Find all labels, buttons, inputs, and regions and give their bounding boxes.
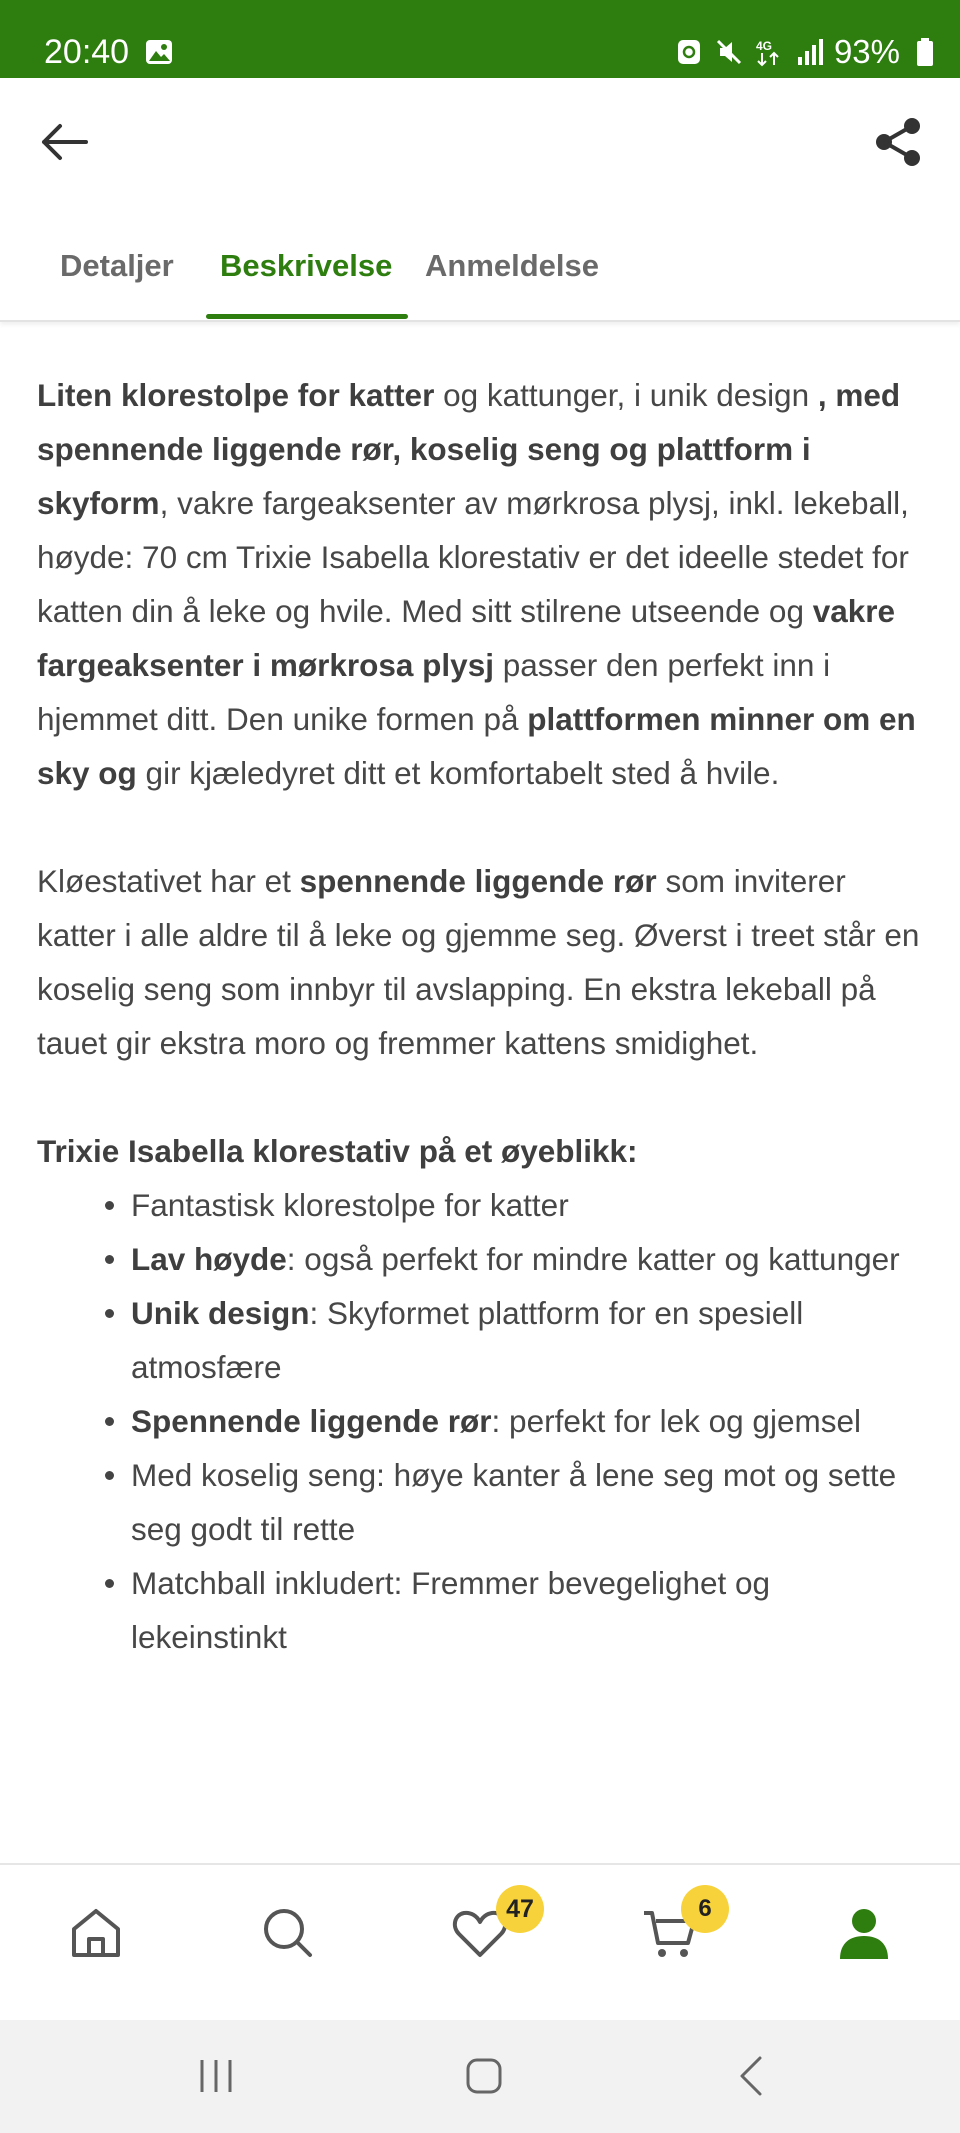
image-notification-icon [144,38,174,66]
description-paragraph-2 [37,854,927,1070]
list-item [131,1286,927,1394]
text-segment: passer den perfekt inn i hjemmet ditt. Den unike formen på [37,647,831,737]
home-icon[interactable] [66,1903,126,1963]
tab-details[interactable]: Detaljer [60,248,174,283]
text-segment: Kløestativet har et [37,863,300,899]
status-time: 20:40 [44,33,130,71]
description-paragraph-1 [37,368,927,800]
network-4g-icon [754,37,784,67]
text-segment: som inviterer katter i alle aldre til å leke og gjemme seg. Øverst i treet står en koselig seng som innbyr til avslapping. En ekstra lekeball på tauet gir ekstra moro og fremmer kattens smidighet. [37,863,920,1061]
list-item [131,1448,927,1556]
product-description [37,368,927,1664]
text-segment: Unik design [131,1295,310,1331]
text-segment: : også perfekt for mindre katter og kattunger [286,1241,900,1277]
text-segment: Fantastisk klorestolpe for katter [131,1187,569,1223]
search-icon[interactable] [258,1903,318,1963]
text-segment: og kattunger, i unik design [434,377,818,413]
text-segment: Matchball inkludert: Fremmer bevegelighet og lekeinstinkt [131,1565,771,1655]
profile-icon[interactable] [834,1903,894,1963]
tab-description[interactable]: Beskrivelse [220,248,393,283]
bottom-navigation [0,1863,960,2020]
recents-icon[interactable] [192,2052,240,2100]
cart-count-badge: 6 [681,1885,729,1933]
text-segment: vakre fargeaksenter i mørkrosa plysj [37,593,896,683]
text-segment: Liten klorestolpe for katter [37,377,435,413]
system-back-icon[interactable] [728,2052,776,2100]
list-item [131,1556,927,1664]
text-segment: : perfekt for lek og gjemsel [491,1403,861,1439]
tab-reviews[interactable]: Anmeldelse [425,248,600,283]
recycle-icon [674,37,704,67]
mute-icon [714,37,744,67]
text-segment: Lav høyde [131,1241,287,1277]
status-bar [0,0,960,78]
tab-bar [0,208,960,322]
list-item [131,1178,927,1232]
features-list [37,1178,927,1664]
system-home-icon[interactable] [460,2052,508,2100]
active-tab-indicator [206,314,408,319]
text-segment: spennende liggende rør [299,863,657,899]
system-navigation-bar [0,2020,960,2133]
features-heading: Trixie Isabella klorestativ på et øyeblikk: [37,1133,638,1169]
text-segment: , vakre fargeaksenter av mørkrosa plysj, inkl. lekeball, høyde: 70 cm Trixie Isabella klorestativ er det ideelle stedet for katten din å leke og hvile. Med sitt stilrene utseende og [37,485,909,629]
text-segment: Spennende liggende rør [131,1403,492,1439]
text-segment: : Skyformet plattform for en spesiell atmosfære [131,1295,804,1385]
status-icons [674,32,940,72]
top-bar [0,78,960,208]
battery-percent: 93% [833,33,900,70]
text-segment: Med koselig seng: høye kanter å lene seg mot og sette seg godt til rette [131,1457,897,1547]
text-segment: gir kjæledyret ditt et komfortabelt sted å hvile. [136,755,780,791]
text-segment: plattformen minner om en sky og [37,701,916,791]
favorites-count-badge: 47 [496,1885,544,1933]
battery-icon [910,37,940,67]
back-arrow-icon[interactable] [36,118,92,166]
share-icon[interactable] [872,116,924,168]
signal-icon [794,37,824,67]
svg-text:4G: 4G [755,39,772,53]
text-segment: , med spennende liggende rør, koselig seng og plattform i skyform [37,377,901,521]
list-item [131,1394,927,1448]
list-item [131,1232,927,1286]
